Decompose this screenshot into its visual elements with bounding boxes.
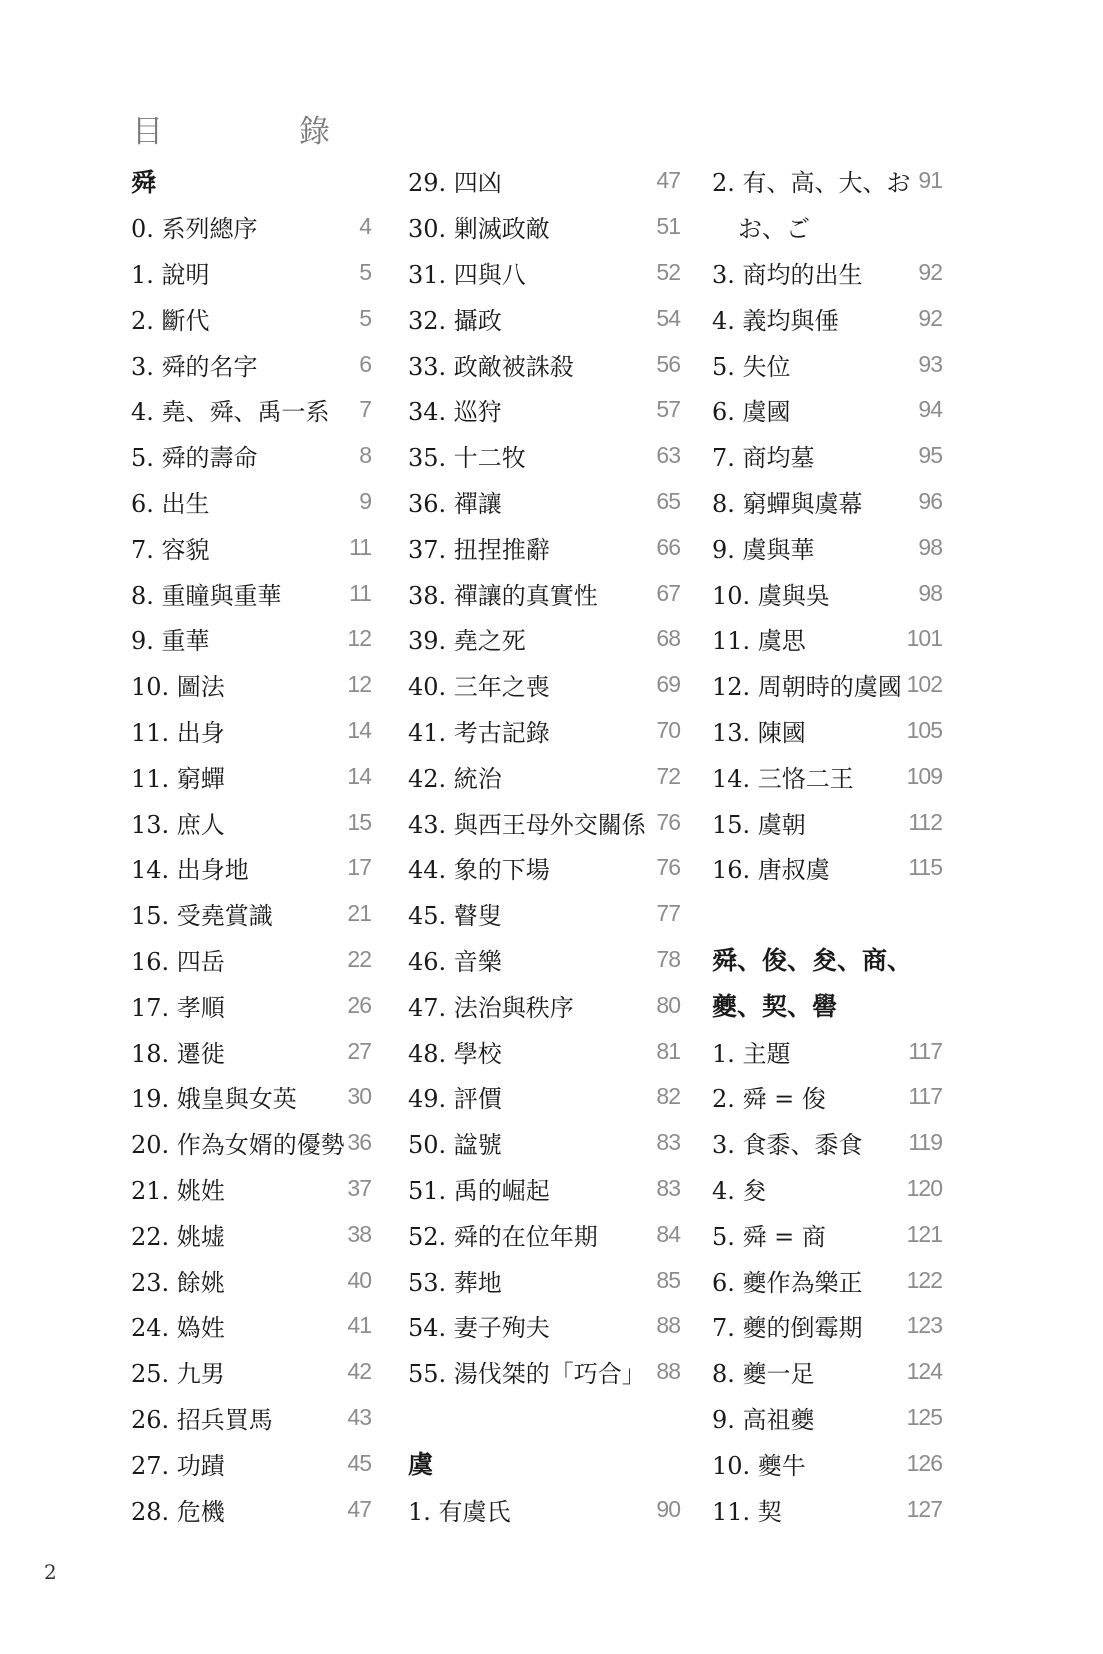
- toc-entry-page: 70: [656, 716, 680, 743]
- toc-entry-page: 109: [906, 762, 942, 789]
- toc-entry-page: 11: [349, 579, 371, 606]
- toc-entry-label: 3. 舜的名字: [131, 352, 258, 381]
- toc-entry-label: 26. 招兵買馬: [131, 1405, 273, 1434]
- toc-entry-label: 41. 考古記錄: [408, 718, 550, 747]
- toc-entry-page: 9: [359, 487, 371, 514]
- toc-entry-label: 虞: [408, 1450, 434, 1480]
- toc-entry: [131, 524, 371, 570]
- toc-entry-label: 11. 出身: [131, 718, 225, 747]
- page-title: [132, 106, 330, 151]
- toc-entry-page: 4: [359, 213, 371, 240]
- toc-entry-page: 12: [347, 671, 371, 698]
- toc-entry: [408, 479, 680, 525]
- toc-entry: [712, 524, 942, 570]
- toc-entry-page: 80: [656, 991, 680, 1018]
- toc-entry-page: 37: [347, 1174, 371, 1201]
- toc-entry-label: 1. 有虞氏: [408, 1497, 511, 1526]
- toc-entry-page: 94: [918, 396, 942, 423]
- toc-entry: [131, 1303, 371, 1349]
- toc-entry-page: 42: [347, 1358, 371, 1385]
- toc-entry-page: 67: [656, 579, 680, 606]
- toc-entry-label: 30. 剿滅政敵: [408, 215, 550, 244]
- toc-entry-label: 20. 作為女婿的優勢: [131, 1131, 345, 1160]
- toc-entry-page: 85: [656, 1266, 680, 1293]
- toc-entry-page: 14: [347, 762, 371, 789]
- toc-entry-label: 27. 功蹟: [131, 1451, 225, 1480]
- toc-entry-label: 40. 三年之喪: [408, 673, 550, 702]
- toc-entry-label: 28. 危機: [131, 1497, 225, 1526]
- toc-entry-label: 25. 九男: [131, 1360, 225, 1389]
- toc-entry: [131, 1074, 371, 1120]
- toc-entry: [131, 387, 371, 433]
- toc-entry: [131, 433, 371, 479]
- toc-entry-label: 2. 有、高、大、お: [712, 169, 911, 198]
- toc-entry: [408, 341, 680, 387]
- toc-entry-label: 35. 十二牧: [408, 444, 526, 473]
- toc-entry: [131, 1028, 371, 1074]
- toc-entry-page: 125: [906, 1403, 942, 1430]
- toc-entry-label: 17. 孝順: [131, 993, 225, 1022]
- toc-entry: [408, 799, 680, 845]
- toc-entry: [408, 1303, 680, 1349]
- toc-entry-page: 96: [918, 487, 942, 514]
- toc-entry: [712, 1349, 942, 1395]
- toc-entry-label: 10. 夔牛: [712, 1451, 806, 1480]
- toc-entry-page: 115: [908, 854, 942, 881]
- toc-entry: [131, 295, 371, 341]
- toc-entry: [712, 1440, 942, 1486]
- toc-entry-label: 44. 象的下場: [408, 856, 550, 885]
- toc-entry-label: 16. 唐叔虞: [712, 856, 830, 885]
- toc-entry-page: 92: [918, 258, 942, 285]
- toc-entry: [712, 708, 942, 754]
- toc-entry-label: 11. 虞思: [712, 627, 806, 656]
- toc-entry: [131, 708, 371, 754]
- toc-entry: [131, 1486, 371, 1532]
- toc-entry-page: 14: [347, 716, 371, 743]
- toc-entry-page: 121: [906, 1220, 942, 1247]
- toc-entry: [712, 1303, 942, 1349]
- toc-entry-page: 78: [656, 945, 680, 972]
- toc-entry-label: 13. 庶人: [131, 810, 225, 839]
- toc-entry-label: 9. 虞與華: [712, 535, 815, 564]
- toc-entry: [712, 570, 942, 616]
- toc-entry-label: 7. 商均墓: [712, 444, 815, 473]
- toc-entry: [131, 1440, 371, 1486]
- toc-entry: [131, 1211, 371, 1257]
- toc-entry-label: 14. 三恪二王: [712, 764, 854, 793]
- toc-entry-page: 65: [656, 487, 680, 514]
- toc-entry-page: 120: [906, 1174, 942, 1201]
- toc-entry-label: 48. 學校: [408, 1039, 502, 1068]
- toc-entry-label: 10. 虞與吳: [712, 581, 830, 610]
- toc-entry-page: 47: [347, 1495, 371, 1522]
- toc-entry: [712, 1166, 942, 1212]
- toc-entry: [712, 799, 942, 845]
- toc-entry-page: 90: [656, 1495, 680, 1522]
- toc-entry: [408, 845, 680, 891]
- toc-entry-label: 50. 諡號: [408, 1131, 502, 1160]
- toc-entry-page: 69: [656, 671, 680, 698]
- toc-section-heading: [712, 982, 942, 1028]
- toc-entry: [408, 158, 680, 204]
- toc-entry-label: 16. 四岳: [131, 947, 225, 976]
- toc-entry-label: 34. 巡狩: [408, 398, 502, 427]
- toc-entry-page: 102: [906, 671, 942, 698]
- toc-entry-page: 83: [656, 1129, 680, 1156]
- toc-entry: [131, 845, 371, 891]
- toc-entry-page: 21: [347, 900, 371, 927]
- toc-entry: [408, 1120, 680, 1166]
- toc-column-1: [131, 158, 371, 1532]
- toc-entry: [131, 341, 371, 387]
- toc-entry-page: 122: [906, 1266, 942, 1293]
- toc-entry-page: 101: [906, 625, 942, 652]
- toc-entry: [712, 1120, 942, 1166]
- toc-entry-page: 12: [347, 625, 371, 652]
- toc-entry: [131, 982, 371, 1028]
- toc-entry-page: 82: [656, 1083, 680, 1110]
- toc-entry-label: 5. 舜 = 商: [712, 1222, 826, 1251]
- toc-entry-label: 42. 統治: [408, 764, 502, 793]
- toc-entry-label: 32. 攝政: [408, 306, 502, 335]
- toc-entry-label: 31. 四與八: [408, 260, 526, 289]
- toc-entry: [408, 891, 680, 937]
- toc-entry-label: 21. 姚姓: [131, 1176, 225, 1205]
- toc-entry-page: 36: [347, 1129, 371, 1156]
- toc-entry: [712, 1074, 942, 1120]
- title-right-char: 錄: [299, 114, 330, 150]
- toc-entry-label: 46. 音樂: [408, 947, 502, 976]
- toc-entry-page: 93: [918, 350, 942, 377]
- toc-entry: [131, 616, 371, 662]
- toc-entry-label: 19. 娥皇與女英: [131, 1085, 297, 1114]
- toc-entry-label: 11. 契: [712, 1497, 782, 1526]
- toc-entry: [712, 250, 942, 296]
- toc-entry: [131, 204, 371, 250]
- toc-entry-label: 49. 評價: [408, 1085, 502, 1114]
- toc-entry-page: 52: [656, 258, 680, 285]
- toc-entry-label: 24. 媯姓: [131, 1314, 225, 1343]
- toc-entry: [131, 1120, 371, 1166]
- toc-entry: [408, 1028, 680, 1074]
- toc-entry-label: 8. 重瞳與重華: [131, 581, 282, 610]
- toc-entry-page: 43: [347, 1403, 371, 1430]
- toc-entry: [408, 570, 680, 616]
- toc-entry: [408, 1211, 680, 1257]
- toc-entry-page: 26: [347, 991, 371, 1018]
- toc-entry-page: 54: [656, 304, 680, 331]
- toc-entry-label: 3. 食黍、黍食: [712, 1131, 863, 1160]
- toc-entry: [131, 570, 371, 616]
- page-number: 2: [44, 1560, 57, 1584]
- toc-entry-page: 105: [906, 716, 942, 743]
- toc-entry-page: 5: [359, 304, 371, 331]
- toc-entry-label: 38. 禪讓的真實性: [408, 581, 598, 610]
- toc-entry-page: 15: [347, 808, 371, 835]
- toc-entry-page: 57: [656, 396, 680, 423]
- toc-entry-page: 47: [656, 167, 680, 194]
- toc-entry-label: 11. 窮蟬: [131, 764, 225, 793]
- toc-entry: [712, 1211, 942, 1257]
- toc-entry-page: 27: [347, 1037, 371, 1064]
- toc-entry-label: 7. 容貌: [131, 535, 210, 564]
- toc-entry: [408, 616, 680, 662]
- toc-entry-page: 84: [656, 1220, 680, 1247]
- toc-entry-page: 8: [359, 442, 371, 469]
- title-left-char: 目: [132, 114, 163, 150]
- toc-entry-label: 39. 堯之死: [408, 627, 526, 656]
- toc-entry: [408, 295, 680, 341]
- toc-entry-label: 6. 虞國: [712, 398, 791, 427]
- toc-entry: [408, 1257, 680, 1303]
- toc-entry-label: 8. 夔一足: [712, 1360, 815, 1389]
- toc-entry-page: 5: [359, 258, 371, 285]
- toc-entry: [712, 1486, 942, 1532]
- toc-entry-page: 68: [656, 625, 680, 652]
- toc-entry: [408, 1074, 680, 1120]
- toc-entry: [408, 662, 680, 708]
- toc-entry-label: 1. 主題: [712, 1039, 791, 1068]
- toc-entry-label: 33. 政敵被誅殺: [408, 352, 574, 381]
- toc-entry-page: 126: [906, 1449, 942, 1476]
- toc-entry-label: 9. 重華: [131, 627, 210, 656]
- toc-entry-label: 53. 葬地: [408, 1268, 502, 1297]
- toc-entry-page: 77: [656, 900, 680, 927]
- toc-entry-label: 2. 斷代: [131, 306, 210, 335]
- toc-entry: [408, 982, 680, 1028]
- toc-entry: [408, 708, 680, 754]
- toc-entry-page: 66: [656, 533, 680, 560]
- toc-entry: [131, 479, 371, 525]
- toc-entry-label: 29. 四凶: [408, 169, 502, 198]
- toc-entry: [712, 662, 942, 708]
- toc-entry-page: 72: [656, 762, 680, 789]
- toc-entry: [408, 433, 680, 479]
- toc-entry: [131, 1349, 371, 1395]
- toc-entry: [712, 753, 942, 799]
- toc-entry-page: 91: [918, 167, 942, 194]
- toc-entry-label: 23. 餘姚: [131, 1268, 225, 1297]
- toc-entry: [131, 250, 371, 296]
- toc-entry-label: 4. 義均與倕: [712, 306, 839, 335]
- toc-entry-label: 47. 法治與秩序: [408, 993, 574, 1022]
- toc-column-3: [712, 158, 942, 1532]
- toc-section-heading: [408, 1440, 680, 1486]
- toc-entry-label: 夔、契、嚳: [712, 992, 838, 1022]
- toc-entry-page: 88: [656, 1312, 680, 1339]
- toc-entry: [131, 662, 371, 708]
- toc-entry-label: 9. 高祖夔: [712, 1405, 815, 1434]
- toc-entry: [712, 479, 942, 525]
- toc-entry: [408, 204, 680, 250]
- toc-entry-label: 15. 受堯賞識: [131, 902, 273, 931]
- toc-entry-label: 45. 瞽叟: [408, 902, 502, 931]
- toc-entry: [408, 937, 680, 983]
- toc-entry-page: 40: [347, 1266, 371, 1293]
- toc-entry-label: 22. 姚墟: [131, 1222, 225, 1251]
- toc-entry-label: 55. 湯伐桀的「巧合」: [408, 1360, 646, 1389]
- toc-entry-page: 22: [347, 945, 371, 972]
- toc-entry-page: 76: [656, 854, 680, 881]
- toc-entry-label: 43. 與西王母外交關係: [408, 810, 646, 839]
- toc-entry: [131, 799, 371, 845]
- toc-entry-page: 81: [656, 1037, 680, 1064]
- toc-entry: [712, 158, 942, 204]
- toc-spacer: [408, 1395, 680, 1441]
- toc-entry-label: 8. 窮蟬與虞幕: [712, 489, 863, 518]
- toc-section-heading: [712, 937, 942, 983]
- toc-entry: [131, 937, 371, 983]
- toc-entry-page: 51: [656, 213, 680, 240]
- toc-entry: [408, 753, 680, 799]
- toc-entry: [712, 433, 942, 479]
- toc-entry-page: 7: [359, 396, 371, 423]
- toc-entry: [712, 295, 942, 341]
- toc-entry-page: 76: [656, 808, 680, 835]
- toc-entry: [131, 1257, 371, 1303]
- toc-entry: [712, 1395, 942, 1441]
- toc-entry: [408, 250, 680, 296]
- toc-entry-page: 56: [656, 350, 680, 377]
- toc-entry-label: 4. 堯、舜、禹一系: [131, 398, 330, 427]
- toc-entry: [712, 1257, 942, 1303]
- toc-entry-label: 6. 夔作為樂正: [712, 1268, 863, 1297]
- toc-entry-label: 14. 出身地: [131, 856, 249, 885]
- toc-entry: [712, 387, 942, 433]
- toc-entry-page: 123: [906, 1312, 942, 1339]
- toc-entry-page: 38: [347, 1220, 371, 1247]
- toc-entry-label: 5. 失位: [712, 352, 791, 381]
- toc-section-heading: [131, 158, 371, 204]
- toc-entry-label: 1. 說明: [131, 260, 210, 289]
- toc-entry-page: 127: [906, 1495, 942, 1522]
- toc-entry-label: 51. 禹的崛起: [408, 1176, 550, 1205]
- toc-entry-page: 63: [656, 442, 680, 469]
- toc-entry: [712, 1028, 942, 1074]
- toc-entry-label: 3. 商均的出生: [712, 260, 863, 289]
- toc-entry-label: 15. 虞朝: [712, 810, 806, 839]
- toc-entry: [712, 204, 942, 250]
- toc-entry-label: 18. 遷徙: [131, 1039, 225, 1068]
- toc-entry: [408, 1349, 680, 1395]
- toc-entry: [131, 891, 371, 937]
- toc-entry: [408, 524, 680, 570]
- toc-entry-page: 119: [908, 1129, 942, 1156]
- toc-entry-page: 6: [359, 350, 371, 377]
- toc-entry-label: 6. 出生: [131, 489, 210, 518]
- toc-entry: [131, 1395, 371, 1441]
- toc-entry-label: 2. 舜 = 俊: [712, 1085, 826, 1114]
- toc-entry-page: 112: [908, 808, 942, 835]
- toc-entry-page: 95: [918, 442, 942, 469]
- toc-entry-label: 37. 扭捏推辭: [408, 535, 550, 564]
- toc-entry-page: 11: [349, 533, 371, 560]
- toc-entry-label: 10. 圖法: [131, 673, 225, 702]
- toc-entry-page: 83: [656, 1174, 680, 1201]
- toc-entry: [131, 753, 371, 799]
- toc-entry: [712, 845, 942, 891]
- toc-entry-label: 13. 陳國: [712, 718, 806, 747]
- toc-entry-page: 98: [918, 579, 942, 606]
- toc-entry-page: 88: [656, 1358, 680, 1385]
- toc-entry-label: 52. 舜的在位年期: [408, 1222, 598, 1251]
- toc-entry: [131, 1166, 371, 1212]
- toc-entry: [712, 341, 942, 387]
- toc-spacer: [712, 891, 942, 937]
- toc-entry-page: 45: [347, 1449, 371, 1476]
- toc-entry-label: 4. 夋: [712, 1176, 767, 1205]
- toc-entry-page: 92: [918, 304, 942, 331]
- toc-entry-label: 舜: [131, 167, 157, 197]
- toc-entry: [408, 387, 680, 433]
- toc-entry-label: 0. 系列總序: [131, 215, 258, 244]
- toc-entry-page: 98: [918, 533, 942, 560]
- toc-entry: [712, 616, 942, 662]
- toc-entry-label: 5. 舜的壽命: [131, 444, 258, 473]
- toc-entry-label: お、ご: [738, 215, 810, 244]
- toc-entry-page: 117: [908, 1083, 942, 1110]
- toc-entry-label: 12. 周朝時的虞國: [712, 673, 902, 702]
- toc-entry-page: 30: [347, 1083, 371, 1110]
- toc-entry-label: 7. 夔的倒霉期: [712, 1314, 863, 1343]
- toc-entry-label: 舜、俊、夋、商、: [712, 946, 913, 976]
- toc-entry-page: 117: [908, 1037, 942, 1064]
- toc-entry: [408, 1486, 680, 1532]
- toc-entry-label: 54. 妻子殉夫: [408, 1314, 550, 1343]
- toc-entry-page: 124: [906, 1358, 942, 1385]
- toc-entry-page: 41: [347, 1312, 371, 1339]
- toc-entry-page: 17: [347, 854, 371, 881]
- toc-entry: [408, 1166, 680, 1212]
- toc-column-2: [408, 158, 680, 1532]
- toc-entry-label: 36. 禪讓: [408, 489, 502, 518]
